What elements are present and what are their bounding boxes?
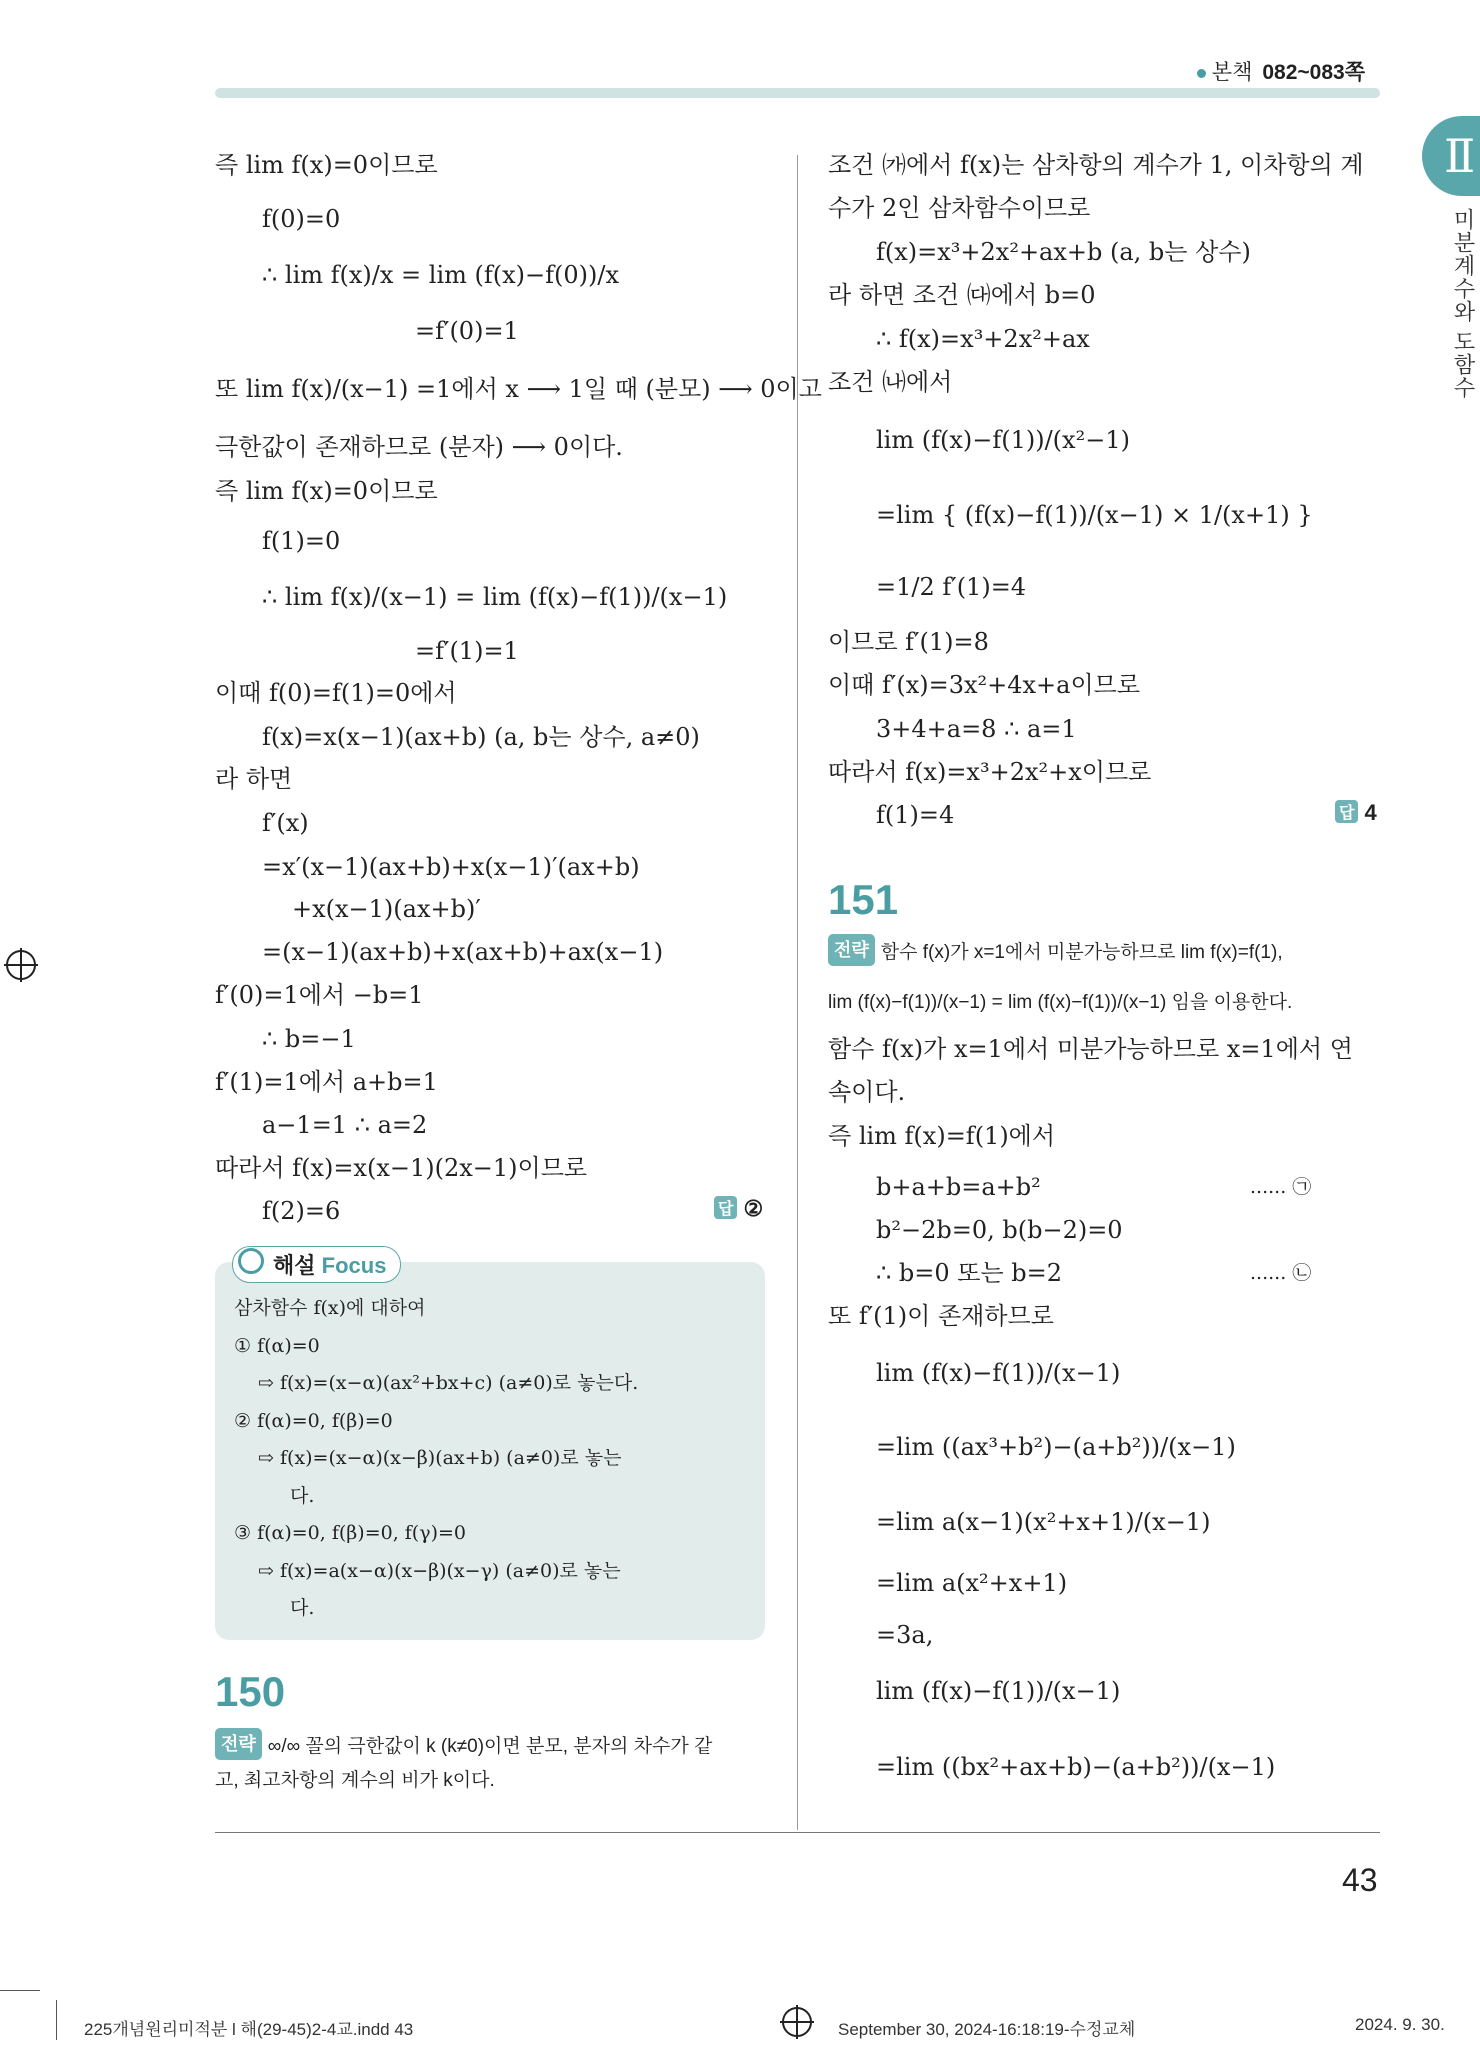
math-line: ∴ b=0 또는 b=2 <box>876 1259 1063 1287</box>
footer-file: 225개념원리미적분 l 해(29-45)2-4교.indd 43 <box>84 2020 414 2039</box>
strategy-text: 함수 f(x)가 x=1에서 미분가능하므로 lim f(x)=f(1), <box>880 942 1283 963</box>
focus-line: ⇨ f(x)=(x−α)(x−β)(ax+b) (a≠0)로 놓는 <box>258 1447 622 1469</box>
math-line: lim (f(x)−f(1))/(x²−1) <box>876 426 1130 454</box>
math-line: ∴ b=−1 <box>262 1025 356 1053</box>
chapter-title: 미분계수와 도함수 <box>1451 208 1476 400</box>
column-divider <box>797 155 798 1830</box>
page-number: 43 <box>1342 1862 1378 1898</box>
math-line: b+a+b=a+b² <box>876 1173 1041 1201</box>
math-line: f(2)=6 <box>262 1197 341 1225</box>
problem-number-151: 151 <box>828 876 899 923</box>
math-line: ∴ lim f(x)/x = lim (f(x)−f(0))/x <box>262 261 619 289</box>
strategy-150-cont: 고, 최고차항의 계수의 비가 k이다. <box>215 1770 495 1791</box>
focus-line: 다. <box>290 1597 315 1619</box>
text-line: 즉 lim f(x)=0이므로 <box>215 477 438 505</box>
math-line: =1/2 f′(1)=4 <box>876 573 1027 601</box>
text-line: 속이다. <box>828 1078 906 1106</box>
math-line: 3+4+a=8 ∴ a=1 <box>876 715 1077 743</box>
focus-title-a: 해설 <box>273 1253 316 1278</box>
registration-mark-icon <box>6 950 36 980</box>
text-line: 따라서 f(x)=x(x−1)(2x−1)이므로 <box>215 1154 588 1182</box>
math-line: =lim { (f(x)−f(1))/(x−1) × 1/(x+1) } <box>876 501 1313 529</box>
text-line: 라 하면 <box>215 765 293 793</box>
text-line: 이므로 f′(1)=8 <box>828 628 989 656</box>
math-line: =(x−1)(ax+b)+x(ax+b)+ax(x−1) <box>262 938 664 966</box>
focus-line: 다. <box>290 1485 315 1507</box>
math-line: a−1=1 ∴ a=2 <box>262 1111 428 1139</box>
math-line: =f′(0)=1 <box>415 317 519 345</box>
strategy-150 <box>215 1728 712 1762</box>
text-line: 라 하면 조건 ㈐에서 b=0 <box>828 281 1096 309</box>
text-line: 극한값이 존재하므로 (분자) ⟶ 0이다. <box>215 433 623 461</box>
math-line: ∴ f(x)=x³+2x²+ax <box>876 325 1090 353</box>
text-line: 또 lim f(x)/(x−1) =1에서 x ⟶ 1일 때 (분모) ⟶ 0이고 <box>215 375 822 403</box>
strategy-151-cont: lim (f(x)−f(1))/(x−1) = lim (f(x)−f(1))/(x−1) 임을 이용한다. <box>828 992 1293 1013</box>
math-line: f(x)=x³+2x²+ax+b (a, b는 상수) <box>876 238 1251 266</box>
math-line: f′(x) <box>262 809 309 837</box>
text-line: f′(1)=1에서 a+b=1 <box>215 1068 438 1096</box>
strategy-label: 전략 <box>828 934 875 966</box>
math-line: +x(x−1)(ax+b)′ <box>292 895 481 923</box>
registration-mark-icon <box>782 2007 812 2037</box>
math-line: f(1)=4 <box>876 801 955 829</box>
text-line: 이때 f(0)=f(1)=0에서 <box>215 679 457 707</box>
math-line: lim (f(x)−f(1))/(x−1) <box>876 1359 1121 1387</box>
math-line: lim (f(x)−f(1))/(x−1) <box>876 1677 1121 1705</box>
math-line: =lim a(x−1)(x²+x+1)/(x−1) <box>876 1508 1211 1536</box>
equation-marker: ...... ㉠ <box>1250 1176 1312 1198</box>
target-icon <box>238 1248 264 1274</box>
math-line: =lim a(x²+x+1) <box>876 1569 1068 1597</box>
focus-title-b: Focus <box>321 1253 387 1278</box>
answer-149 <box>1335 800 1377 826</box>
crop-mark <box>0 1990 40 1991</box>
page-reference <box>1197 56 1365 86</box>
text-line: 조건 ㈏에서 <box>828 368 953 396</box>
ref-label: 본책 <box>1211 61 1253 84</box>
math-line: =lim ((ax³+b²)−(a+b²))/(x−1) <box>876 1433 1236 1461</box>
strategy-text: ∞/∞ 꼴의 극한값이 k (k≠0)이면 분모, 분자의 차수가 같 <box>267 1736 713 1757</box>
math-line: f(x)=x(x−1)(ax+b) (a, b는 상수, a≠0) <box>262 723 700 751</box>
focus-line: ⇨ f(x)=(x−α)(ax²+bx+c) (a≠0)로 놓는다. <box>258 1372 639 1394</box>
focus-line: ③ f(α)=0, f(β)=0, f(γ)=0 <box>234 1522 466 1544</box>
text-line: 함수 f(x)가 x=1에서 미분가능하므로 x=1에서 연 <box>828 1035 1353 1063</box>
text-line: 따라서 f(x)=x³+2x²+x이므로 <box>828 758 1152 786</box>
text-line: 수가 2인 삼차함수이므로 <box>828 194 1091 222</box>
focus-line: ⇨ f(x)=a(x−α)(x−β)(x−γ) (a≠0)로 놓는 <box>258 1560 621 1582</box>
text-line: f′(0)=1에서 −b=1 <box>215 981 424 1009</box>
ref-pages: 082~083쪽 <box>1262 61 1365 84</box>
text-line: 이때 f′(x)=3x²+4x+a이므로 <box>828 671 1141 699</box>
bullet-icon <box>1197 69 1206 78</box>
strategy-151 <box>828 934 1283 968</box>
footer-date: 2024. 9. 30. <box>1355 2015 1445 2034</box>
text-line: 즉 lim f(x)=f(1)에서 <box>828 1122 1056 1150</box>
focus-line: ① f(α)=0 <box>234 1335 320 1357</box>
chapter-tab: Ⅱ <box>1422 116 1480 196</box>
strategy-label: 전략 <box>215 1728 262 1760</box>
text-line: f(0)=0 <box>262 205 341 233</box>
answer-label: 답 <box>1335 800 1358 823</box>
bottom-rule <box>215 1832 1380 1833</box>
answer-150-prev <box>714 1196 763 1222</box>
math-line: =f′(1)=1 <box>415 637 519 665</box>
text-line: 또 f′(1)이 존재하므로 <box>828 1302 1054 1330</box>
text-line: 즉 lim f(x)=0이므로 <box>215 151 438 179</box>
math-line: =3a, <box>876 1621 934 1649</box>
focus-line: 삼차함수 f(x)에 대하여 <box>234 1297 426 1319</box>
answer-value: 4 <box>1364 800 1377 825</box>
text-line: 조건 ㈎에서 f(x)는 삼차항의 계수가 1, 이차항의 계 <box>828 151 1364 179</box>
problem-number-150: 150 <box>215 1668 286 1715</box>
math-line: f(1)=0 <box>262 527 341 555</box>
focus-line: ② f(α)=0, f(β)=0 <box>234 1410 393 1432</box>
answer-value: ② <box>743 1196 764 1221</box>
crop-mark <box>56 2000 57 2040</box>
math-line: b²−2b=0, b(b−2)=0 <box>876 1216 1123 1244</box>
math-line: =lim ((bx²+ax+b)−(a+b²))/(x−1) <box>876 1753 1276 1781</box>
footer-stamp: September 30, 2024-16:18:19-수정교체 <box>838 2020 1136 2039</box>
equation-marker: ...... ㉡ <box>1250 1262 1312 1284</box>
header-bar <box>215 88 1380 98</box>
math-line: ∴ lim f(x)/(x−1) = lim (f(x)−f(1))/(x−1) <box>262 583 728 611</box>
answer-label: 답 <box>714 1196 737 1219</box>
math-line: =x′(x−1)(ax+b)+x(x−1)′(ax+b) <box>262 853 640 881</box>
